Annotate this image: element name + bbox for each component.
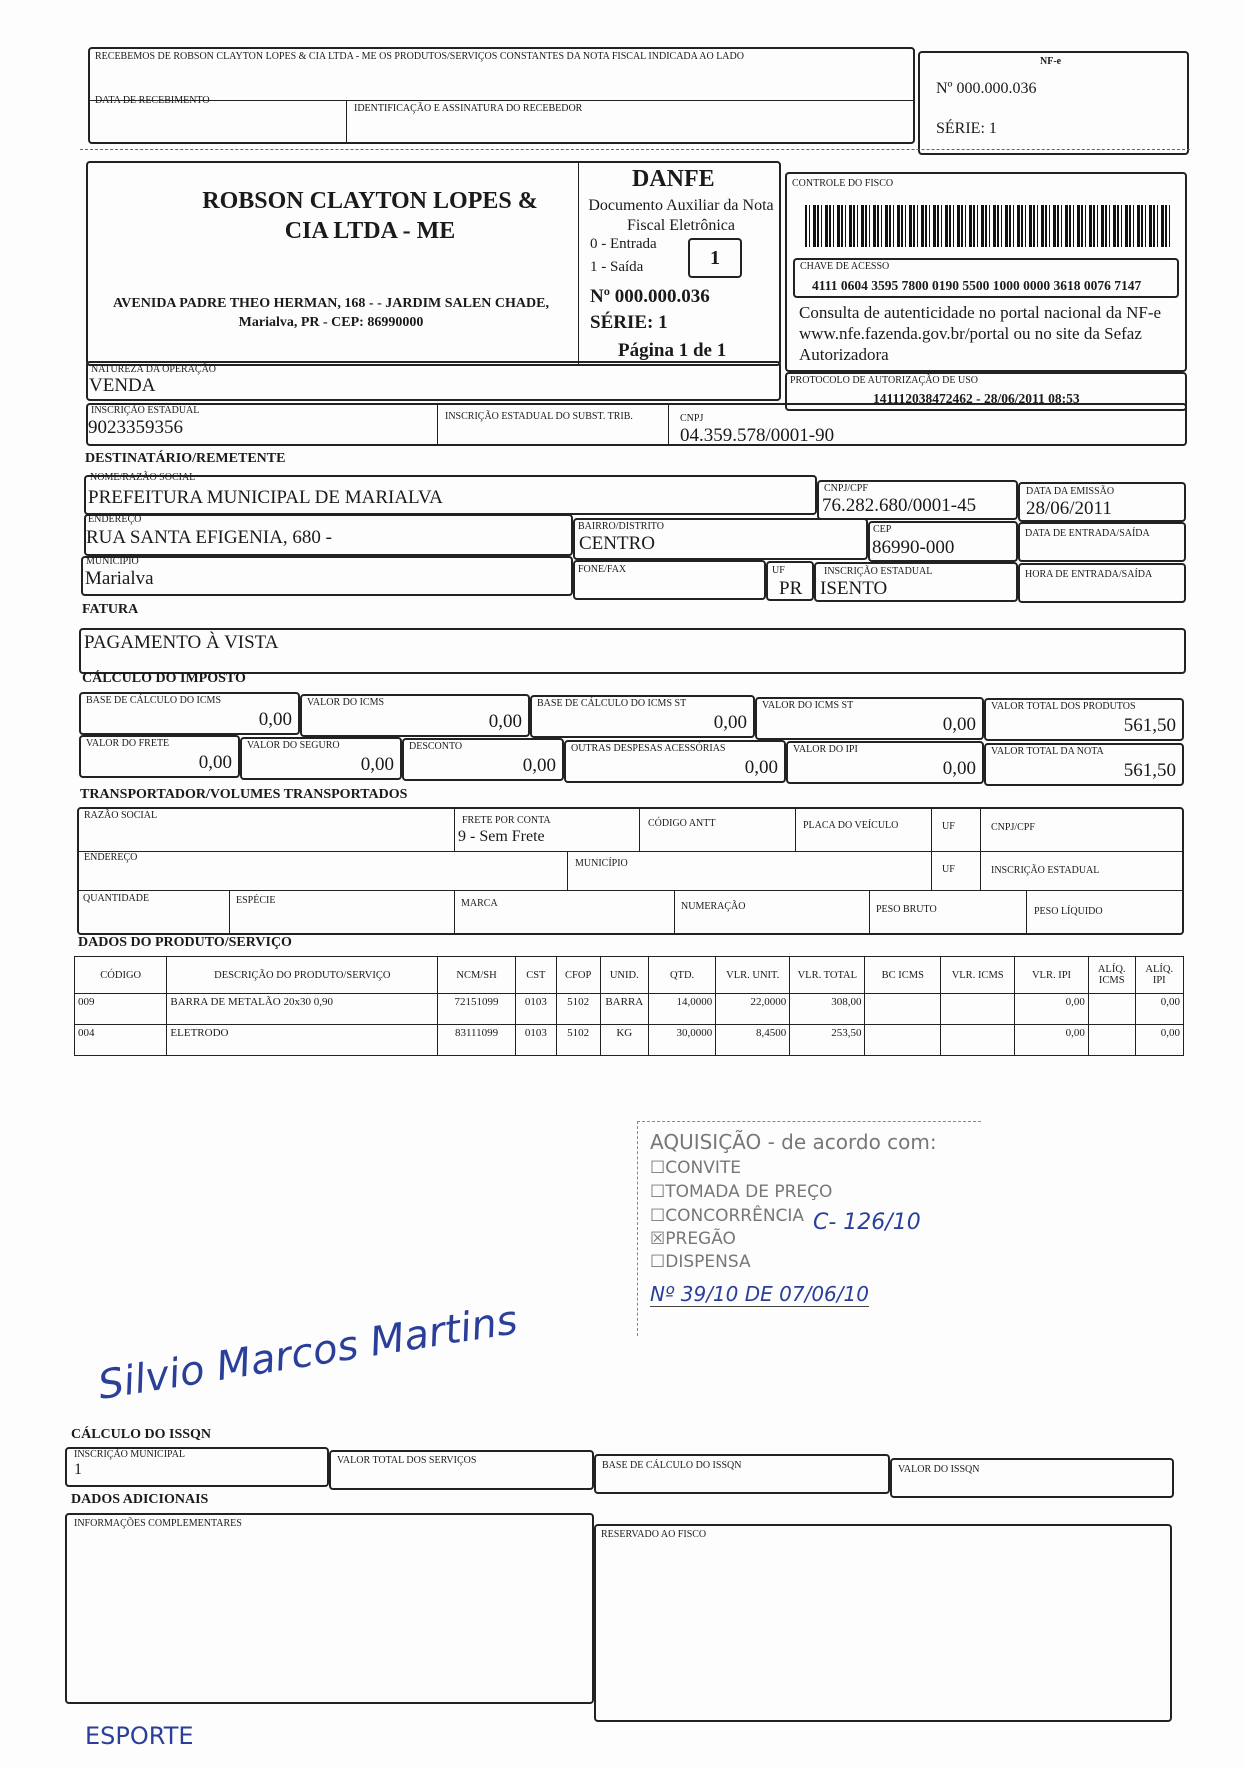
column-header: VLR. IPI bbox=[1015, 957, 1089, 994]
carrier-city-label: MUNICÍPIO bbox=[575, 858, 628, 869]
im-label: INSCRIÇÃO MUNICIPAL bbox=[74, 1449, 186, 1460]
receipt-date-label: DATA DE RECEBIMENTO bbox=[95, 95, 210, 106]
net-weight-label: PESO LÍQUIDO bbox=[1034, 906, 1103, 917]
column-header: ALÍQ. ICMS bbox=[1088, 957, 1135, 994]
signature: Silvio Marcos Martins bbox=[95, 1297, 521, 1409]
tax-label: BASE DE CÁLCULO DO ICMS bbox=[86, 695, 222, 706]
carrier-address-label: ENDEREÇO bbox=[84, 852, 138, 863]
column-header: DESCRIÇÃO DO PRODUTO/SERVIÇO bbox=[167, 957, 438, 994]
recipient-name: PREFEITURA MUNICIPAL DE MARIALVA bbox=[88, 487, 443, 508]
uf-label: UF bbox=[772, 565, 785, 576]
table-cell: 0103 bbox=[515, 1025, 556, 1056]
tax-value: 0,00 bbox=[942, 713, 976, 735]
receipt-serie: SÉRIE: 1 bbox=[936, 120, 997, 137]
table-cell: 5102 bbox=[556, 994, 600, 1025]
table-cell: 004 bbox=[75, 1025, 167, 1056]
city-label: MUNICÍPIO bbox=[86, 556, 139, 567]
freight-value: 9 - Sem Frete bbox=[458, 828, 545, 845]
table-cell: 0,00 bbox=[1135, 994, 1183, 1025]
tax-value: 0,00 bbox=[713, 712, 747, 733]
tax-label: VALOR DO IPI bbox=[793, 744, 858, 755]
table-cell: 22,0000 bbox=[716, 994, 790, 1025]
products-table bbox=[74, 956, 1184, 1056]
stamp-number: Nº 39/10 DE 07/06/10 bbox=[650, 1282, 869, 1306]
carrier-name-label: RAZÃO SOCIAL bbox=[84, 810, 158, 821]
table-cell bbox=[941, 994, 1015, 1025]
table-cell bbox=[1088, 994, 1135, 1025]
tax-value: 0,00 bbox=[942, 758, 976, 779]
cep-value: 86990-000 bbox=[872, 537, 955, 558]
carrier-uf-label: UF bbox=[942, 821, 955, 832]
stamp-item: CONCORRÊNCIA bbox=[665, 1206, 805, 1226]
products-title: DADOS DO PRODUTO/SERVIÇO bbox=[78, 935, 292, 950]
table-cell: 5102 bbox=[556, 1025, 600, 1056]
table-cell bbox=[941, 1025, 1015, 1056]
stamp-item: DISPENSA bbox=[665, 1252, 751, 1272]
tax-value: 561,50 bbox=[1123, 715, 1176, 736]
gross-weight-label: PESO BRUTO bbox=[876, 904, 937, 915]
tax-label: VALOR DO ICMS ST bbox=[762, 699, 854, 711]
table-cell: 0103 bbox=[515, 994, 556, 1025]
protocol-label: PROTOCOLO DE AUTORIZAÇÃO DE USO bbox=[790, 375, 978, 386]
consulta-text: Consulta de autenticidade no portal nacional da NF-e www.nfe.fazenda.gov.br/portal ou no site da Sefaz Autorizadora bbox=[799, 303, 1162, 364]
danfe-saida: 1 - Saída bbox=[590, 259, 644, 275]
antt-label: CÓDIGO ANTT bbox=[648, 818, 716, 829]
carrier-cnpj-label: CNPJ/CPF bbox=[991, 822, 1035, 833]
district-label: BAIRRO/DISTRITO bbox=[578, 521, 664, 532]
recipient-ie-label: INSCRIÇÃO ESTADUAL bbox=[824, 566, 933, 577]
column-header: BC ICMS bbox=[865, 957, 941, 994]
tax-value: 0,00 bbox=[522, 755, 556, 776]
access-key: 4111 0604 3595 7800 0190 5500 1000 0000 3618 0076 7147 bbox=[812, 278, 1142, 293]
table-cell: 308,00 bbox=[790, 994, 865, 1025]
reserved-label: RESERVADO AO FISCO bbox=[601, 1529, 707, 1540]
carrier-ie-label: INSCRIÇÃO ESTADUAL bbox=[991, 865, 1100, 876]
column-header: CÓDIGO bbox=[75, 957, 167, 994]
table-cell: BARRA bbox=[600, 994, 648, 1025]
recipient-title: DESTINATÁRIO/REMETENTE bbox=[85, 451, 286, 466]
cut-line bbox=[80, 149, 1190, 150]
ie-st-label: INSCRIÇÃO ESTADUAL DO SUBST. TRIB. bbox=[445, 411, 633, 422]
cep-label: CEP bbox=[873, 524, 892, 535]
ie-value: 9023359356 bbox=[88, 417, 183, 438]
emission-date: 28/06/2011 bbox=[1026, 498, 1112, 519]
column-header: NCM/SH bbox=[438, 957, 516, 994]
tax-label: DESCONTO bbox=[409, 741, 463, 752]
issuer-address: AVENIDA PADRE THEO HERMAN, 168 - - JARDIM SALEN CHADE, Marialva, PR - CEP: 86990000 bbox=[113, 296, 549, 330]
species-label: ESPÉCIE bbox=[236, 895, 276, 906]
table-cell bbox=[865, 1025, 941, 1056]
numbering-label: NUMERAÇÃO bbox=[681, 901, 746, 912]
address-value: RUA SANTA EFIGENIA, 680 - bbox=[86, 527, 333, 548]
column-header: QTD. bbox=[648, 957, 715, 994]
nature-value: VENDA bbox=[89, 375, 156, 396]
danfe-title: DANFE bbox=[632, 166, 715, 192]
hour-label: HORA DE ENTRADA/SAÍDA bbox=[1025, 569, 1153, 580]
tax-label: VALOR TOTAL DOS PRODUTOS bbox=[991, 701, 1136, 712]
recipient-ie: ISENTO bbox=[820, 578, 888, 599]
tax-label: VALOR DO ICMS bbox=[307, 696, 385, 708]
issqn-title: CÁLCULO DO ISSQN bbox=[71, 1427, 212, 1442]
transport-title: TRANSPORTADOR/VOLUMES TRANSPORTADOS bbox=[80, 787, 408, 802]
table-cell bbox=[1088, 1025, 1135, 1056]
table-cell: 8,4500 bbox=[716, 1025, 790, 1056]
plate-label: PLACA DO VEÍCULO bbox=[803, 820, 899, 831]
address-label: ENDEREÇO bbox=[88, 514, 142, 525]
brand-label: MARCA bbox=[461, 898, 498, 909]
city-value: Marialva bbox=[85, 568, 154, 589]
nature-label: NATUREZA DA OPERAÇÃO bbox=[91, 364, 217, 375]
tax-label: VALOR DO SEGURO bbox=[247, 739, 340, 751]
invoice-value: PAGAMENTO À VISTA bbox=[84, 632, 279, 653]
column-header: VLR. ICMS bbox=[941, 957, 1015, 994]
acquisition-stamp: AQUISIÇÃO - de acordo com: ☐CONVITE ☐TOMADA DE PREÇO ☐CONCORRÊNCIA ☒PREGÃO ☐DISPENSA C- 126/10 Nº 39/10 DE 07/06/10 bbox=[637, 1121, 981, 1336]
tax-value: 561,50 bbox=[1123, 759, 1176, 781]
quantity-label: QUANTIDADE bbox=[83, 893, 150, 904]
uf-value: PR bbox=[779, 578, 803, 599]
table-cell: BARRA DE METALÃO 20x30 0,90 bbox=[167, 994, 438, 1025]
danfe-page: Página 1 de 1 bbox=[618, 340, 727, 361]
nfe-label: NF-e bbox=[1040, 56, 1062, 67]
table-row bbox=[75, 994, 1184, 1025]
recipient-name-label: NOME/RAZÃO SOCIAL bbox=[90, 472, 196, 483]
table-cell: 0,00 bbox=[1135, 1025, 1183, 1056]
recipient-cnpj: 76.282.680/0001-45 bbox=[822, 495, 977, 516]
column-header: CST bbox=[515, 957, 556, 994]
table-cell: ELETRODO bbox=[167, 1025, 438, 1056]
entry-date-label: DATA DE ENTRADA/SAÍDA bbox=[1025, 528, 1150, 539]
tax-label: OUTRAS DESPESAS ACESSÓRIAS bbox=[571, 742, 726, 754]
danfe-subtitle: Documento Auxiliar da Nota Fiscal Eletrônica bbox=[588, 197, 774, 234]
district-value: CENTRO bbox=[579, 533, 655, 554]
table-cell: 009 bbox=[75, 994, 167, 1025]
receipt-number: Nº 000.000.036 bbox=[936, 80, 1037, 97]
info-label: INFORMAÇÕES COMPLEMENTARES bbox=[74, 1518, 242, 1529]
tax-label: BASE DE CÁLCULO DO ICMS ST bbox=[537, 698, 687, 709]
process-number: C- 126/10 bbox=[813, 1210, 921, 1235]
operation-type-box: 1 bbox=[688, 238, 742, 278]
receipt-sign-label: IDENTIFICAÇÃO E ASSINATURA DO RECEBEDOR bbox=[354, 103, 583, 114]
tax-value: 0,00 bbox=[198, 752, 232, 773]
table-cell: 0,00 bbox=[1015, 994, 1089, 1025]
handwritten-note: ESPORTE bbox=[85, 1722, 194, 1750]
freight-label: FRETE POR CONTA bbox=[462, 815, 551, 826]
stamp-item: TOMADA DE PREÇO bbox=[665, 1182, 833, 1202]
column-header: VLR. TOTAL bbox=[790, 957, 865, 994]
danfe-number: Nº 000.000.036 bbox=[590, 286, 710, 307]
table-cell: 14,0000 bbox=[648, 994, 715, 1025]
invoice-title: FATURA bbox=[82, 602, 139, 617]
tax-title: CÁLCULO DO IMPOSTO bbox=[82, 671, 246, 686]
tax-value: 0,00 bbox=[488, 710, 522, 732]
table-cell: 253,50 bbox=[790, 1025, 865, 1056]
cnpj-label: CNPJ bbox=[680, 413, 704, 424]
issqn-value-label: VALOR DO ISSQN bbox=[898, 1464, 980, 1475]
danfe-entrada: 0 - Entrada bbox=[590, 236, 657, 252]
table-row bbox=[75, 1025, 1184, 1056]
tax-value: 0,00 bbox=[360, 753, 394, 775]
table-cell: 30,0000 bbox=[648, 1025, 715, 1056]
ie-label: INSCRIÇÃO ESTADUAL bbox=[91, 405, 200, 416]
additional-title: DADOS ADICIONAIS bbox=[71, 1492, 209, 1507]
table-cell: KG bbox=[600, 1025, 648, 1056]
column-header: VLR. UNIT. bbox=[716, 957, 790, 994]
column-header: ALÍQ. IPI bbox=[1135, 957, 1183, 994]
issqn-base-label: BASE DE CÁLCULO DO ISSQN bbox=[602, 1460, 742, 1471]
issuer-name: ROBSON CLAYTON LOPES & CIA LTDA - ME bbox=[202, 188, 538, 244]
table-cell: 72151099 bbox=[438, 994, 516, 1025]
protocol-value: 141112038472462 - 28/06/2011 08:53 bbox=[873, 391, 1080, 406]
stamp-item: PREGÃO bbox=[665, 1229, 736, 1249]
tax-label: VALOR TOTAL DA NOTA bbox=[991, 745, 1104, 757]
services-label: VALOR TOTAL DOS SERVIÇOS bbox=[337, 1455, 477, 1466]
emission-label: DATA DA EMISSÃO bbox=[1026, 486, 1115, 497]
carrier-uf2-label: UF bbox=[942, 864, 955, 875]
recipient-cnpj-label: CNPJ/CPF bbox=[824, 483, 868, 494]
barcode bbox=[805, 205, 1170, 247]
danfe-serie: SÉRIE: 1 bbox=[590, 312, 668, 333]
tax-value: 0,00 bbox=[744, 756, 778, 778]
im-value: 1 bbox=[74, 1461, 82, 1478]
tax-value: 0,00 bbox=[258, 709, 292, 730]
column-header: UNID. bbox=[600, 957, 648, 994]
receipt-text: RECEBEMOS DE ROBSON CLAYTON LOPES & CIA LTDA - ME OS PRODUTOS/SERVIÇOS CONSTANTES DA NOTA FISCAL INDICADA AO LADO bbox=[95, 51, 744, 62]
table-cell bbox=[865, 994, 941, 1025]
ie-row bbox=[86, 403, 1187, 446]
phone-label: FONE/FAX bbox=[578, 564, 627, 575]
fisco-label: CONTROLE DO FISCO bbox=[792, 178, 894, 189]
table-cell: 83111099 bbox=[438, 1025, 516, 1056]
tax-label: VALOR DO FRETE bbox=[86, 738, 170, 749]
column-header: CFOP bbox=[556, 957, 600, 994]
access-key-label: CHAVE DE ACESSO bbox=[800, 261, 890, 272]
stamp-title: AQUISIÇÃO - de acordo com: bbox=[650, 1130, 937, 1154]
table-cell: 0,00 bbox=[1015, 1025, 1089, 1056]
cnpj-value: 04.359.578/0001-90 bbox=[680, 425, 835, 446]
stamp-item: CONVITE bbox=[665, 1158, 741, 1178]
